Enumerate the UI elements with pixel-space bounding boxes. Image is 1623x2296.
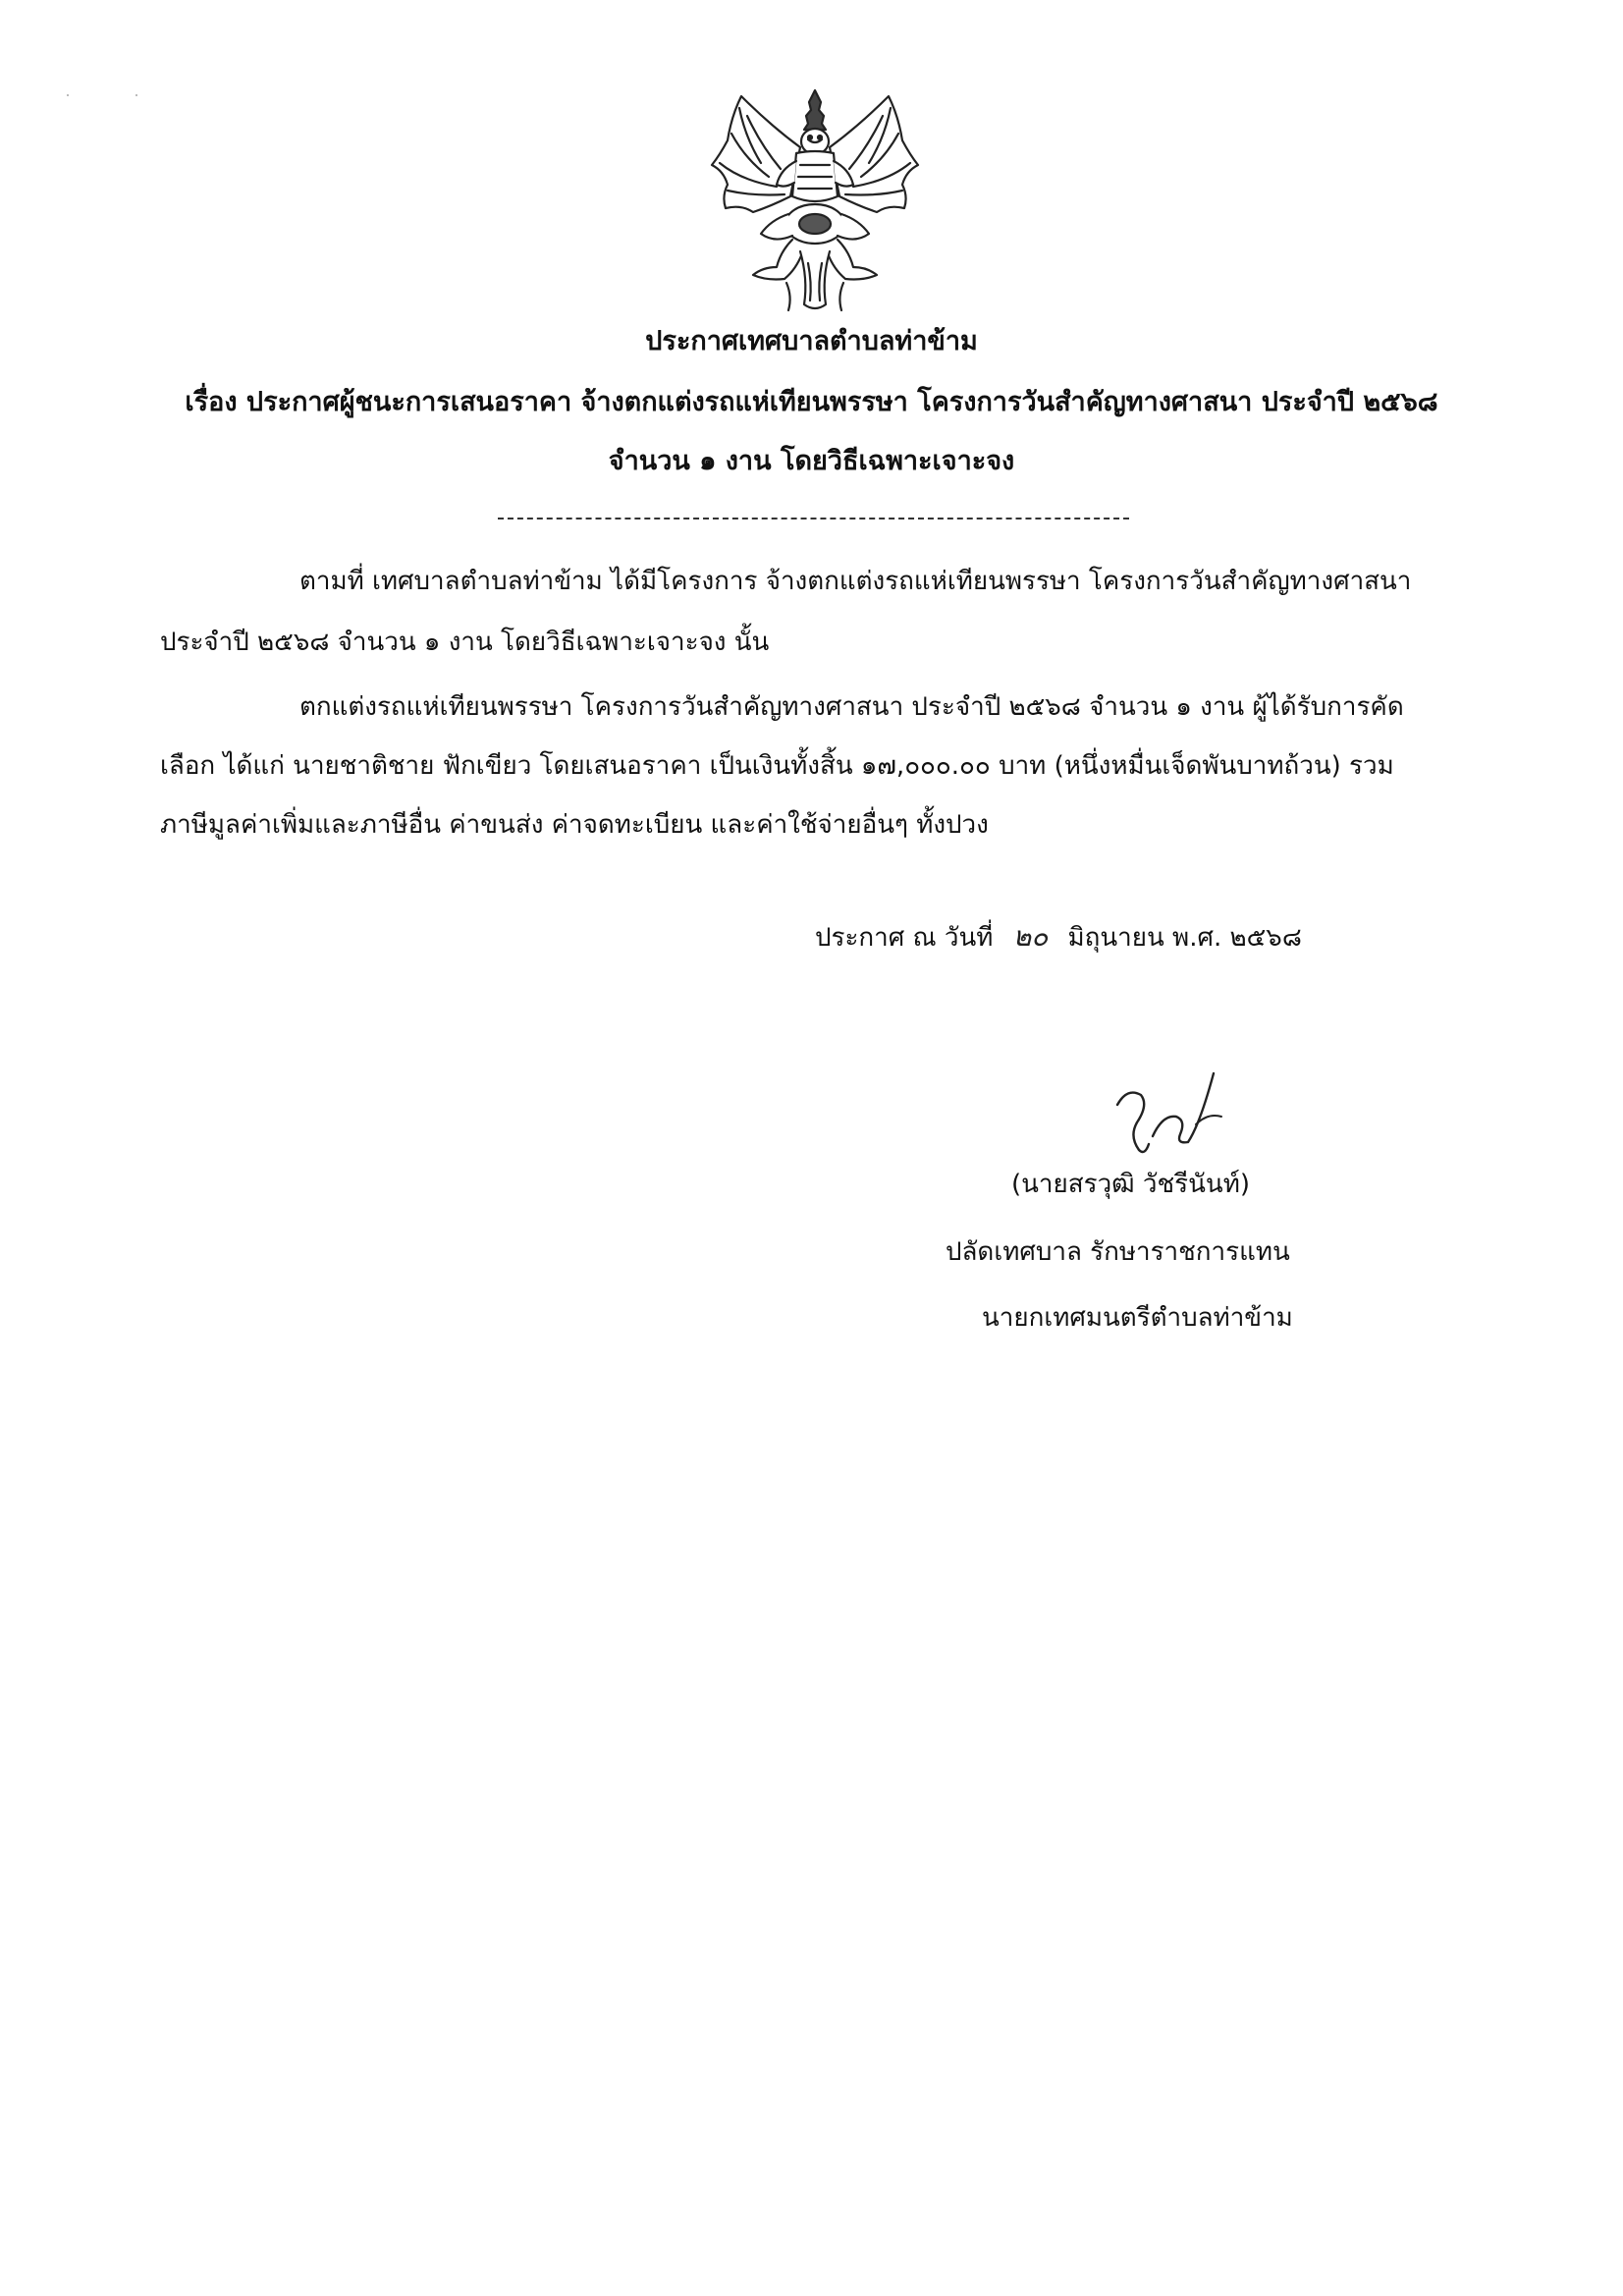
scan-speck: [135, 94, 137, 96]
scan-speck: [67, 94, 69, 96]
garuda-emblem-icon: [702, 86, 928, 317]
signatory-name: (นายสรวุฒิ วัชรีนันท์): [1011, 1170, 1250, 1199]
announcement-date: [815, 917, 1302, 957]
dashed-divider: [498, 518, 1129, 519]
date-suffix: มิถุนายน พ.ศ. ๒๕๖๘: [1067, 923, 1302, 953]
paragraph-1-line-1: ตามที่ เทศบาลตำบลท่าข้าม ได้มีโครงการ จ้างตกแต่งรถแห่เทียนพรรษา โครงการวันสำคัญทางศาสนา: [299, 567, 1412, 596]
handwritten-day: ๒๐: [1012, 920, 1049, 953]
document-subject: เรื่อง ประกาศผู้ชนะการเสนอราคา จ้างตกแต่งรถแห่เทียนพรรษา โครงการวันสำคัญทางศาสนา ประจำปี ๒๕๖๘: [185, 387, 1438, 417]
paragraph-2-line-3: ภาษีมูลค่าเพิ่มและภาษีอื่น ค่าขนส่ง ค่าจดทะเบียน และค่าใช้จ่ายอื่นๆ ทั้งปวง: [160, 810, 989, 840]
signatory-position-continued: นายกเทศมนตรีตำบลท่าข้าม: [982, 1303, 1293, 1333]
paragraph-2-line-2: เลือก ได้แก่ นายชาติชาย ฟักเขียว โดยเสนอราคา เป็นเงินทั้งสิ้น ๑๗,๐๐๐.๐๐ บาท (หนึ่งหมื่นเจ็ดพันบาทถ้วน) รวม: [160, 751, 1394, 781]
paragraph-2-line-1: ตกแต่งรถแห่เทียนพรรษา โครงการวันสำคัญทางศาสนา ประจำปี ๒๕๖๘ จำนวน ๑ งาน ผู้ได้รับการคัด: [299, 692, 1404, 722]
date-prefix: ประกาศ ณ วันที่: [815, 923, 994, 953]
paragraph-1-line-2: ประจำปี ๒๕๖๘ จำนวน ๑ งาน โดยวิธีเฉพาะเจาะจง นั้น: [160, 628, 770, 657]
signatory-position: ปลัดเทศบาล รักษาราชการแทน: [946, 1237, 1290, 1267]
document-title: ประกาศเทศบาลตำบลท่าข้าม: [645, 326, 978, 356]
handwritten-signature: [1098, 1066, 1245, 1164]
document-subject-continued: จำนวน ๑ งาน โดยวิธีเฉพาะเจาะจง: [608, 446, 1015, 476]
